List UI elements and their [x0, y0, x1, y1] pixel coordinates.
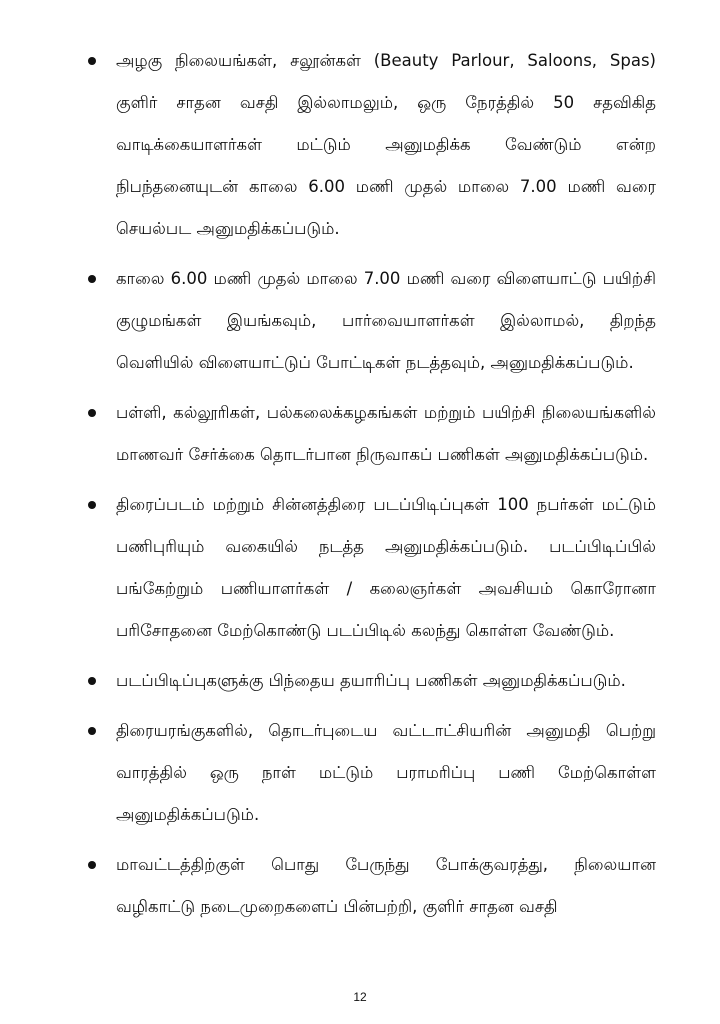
- bullet-dot-icon: [88, 275, 96, 283]
- bullet-item-beauty-parlours: [88, 40, 656, 250]
- bullet-item-film-shooting: [88, 484, 656, 652]
- bullet-dot-icon: [88, 677, 96, 685]
- bullet-dot-icon: [88, 501, 96, 509]
- bullet-text: காலை 6.00 மணி முதல் மாலை 7.00 மணி வரை விளையாட்டு பயிற்சி குழுமங்கள் இயங்கவும், பார்வையாளர்கள் இல்லாமல், திறந்த வெளியில் விளையாட்டுப் போட்டிகள் நடத்தவும், அனுமதிக்கப்படும்.: [116, 269, 656, 372]
- page-number: 12: [353, 990, 367, 1004]
- bullet-dot-icon: [88, 409, 96, 417]
- bullet-dot-icon: [88, 861, 96, 869]
- bullet-dot-icon: [88, 57, 96, 65]
- bullet-text: அழகு நிலையங்கள், சலூன்கள் (Beauty Parlour, Saloons, Spas) குளிர் சாதன வசதி இல்லாமலும், ஒரு நேரத்தில் 50 சதவிகித வாடிக்கையாளர்கள் மட்டும் அனுமதிக்க வேண்டும் என்ற நிபந்தனையுடன் காலை 6.00 மணி முதல் மாலை 7.00 மணி வரை செயல்பட அனுமதிக்கப்படும்.: [116, 51, 656, 238]
- bullet-item-school-admissions: [88, 392, 656, 476]
- bullet-item-theatre-maintenance: [88, 710, 656, 836]
- bullet-item-post-production: [88, 660, 656, 702]
- bullet-item-sports-training: [88, 258, 656, 384]
- bullet-text: மாவட்டத்திற்குள் பொது பேருந்து போக்குவரத்து, நிலையான வழிகாட்டு நடைமுறைகளைப் பின்பற்றி, குளிர் சாதன வசதி: [116, 855, 656, 916]
- bullet-text: படப்பிடிப்புகளுக்கு பிந்தைய தயாரிப்பு பணிகள் அனுமதிக்கப்படும்.: [116, 671, 626, 690]
- bullet-list: [88, 40, 656, 936]
- bullet-text: பள்ளி, கல்லூரிகள், பல்கலைக்கழகங்கள் மற்றும் பயிற்சி நிலையங்களில் மாணவர் சேர்க்கை தொடர்பான நிருவாகப் பணிகள் அனுமதிக்கப்படும்.: [116, 403, 656, 464]
- bullet-text: திரையரங்குகளில், தொடர்புடைய வட்டாட்சியரின் அனுமதி பெற்று வாரத்தில் ஒரு நாள் மட்டும் பராமரிப்பு பணி மேற்கொள்ள அனுமதிக்கப்படும்.: [116, 721, 656, 824]
- bullet-text: திரைப்படம் மற்றும் சின்னத்திரை படப்பிடிப்புகள் 100 நபர்கள் மட்டும் பணிபுரியும் வகையில் நடத்த அனுமதிக்கப்படும். படப்பிடிப்பில் பங்கேற்றும் பணியாளர்கள் / கலைஞர்கள் அவசியம் கொரோனா பரிசோதனை மேற்கொண்டு படப்பிடில் கலந்து கொள்ள வேண்டும்.: [116, 495, 656, 640]
- bullet-dot-icon: [88, 727, 96, 735]
- bullet-item-bus-transport: [88, 844, 656, 928]
